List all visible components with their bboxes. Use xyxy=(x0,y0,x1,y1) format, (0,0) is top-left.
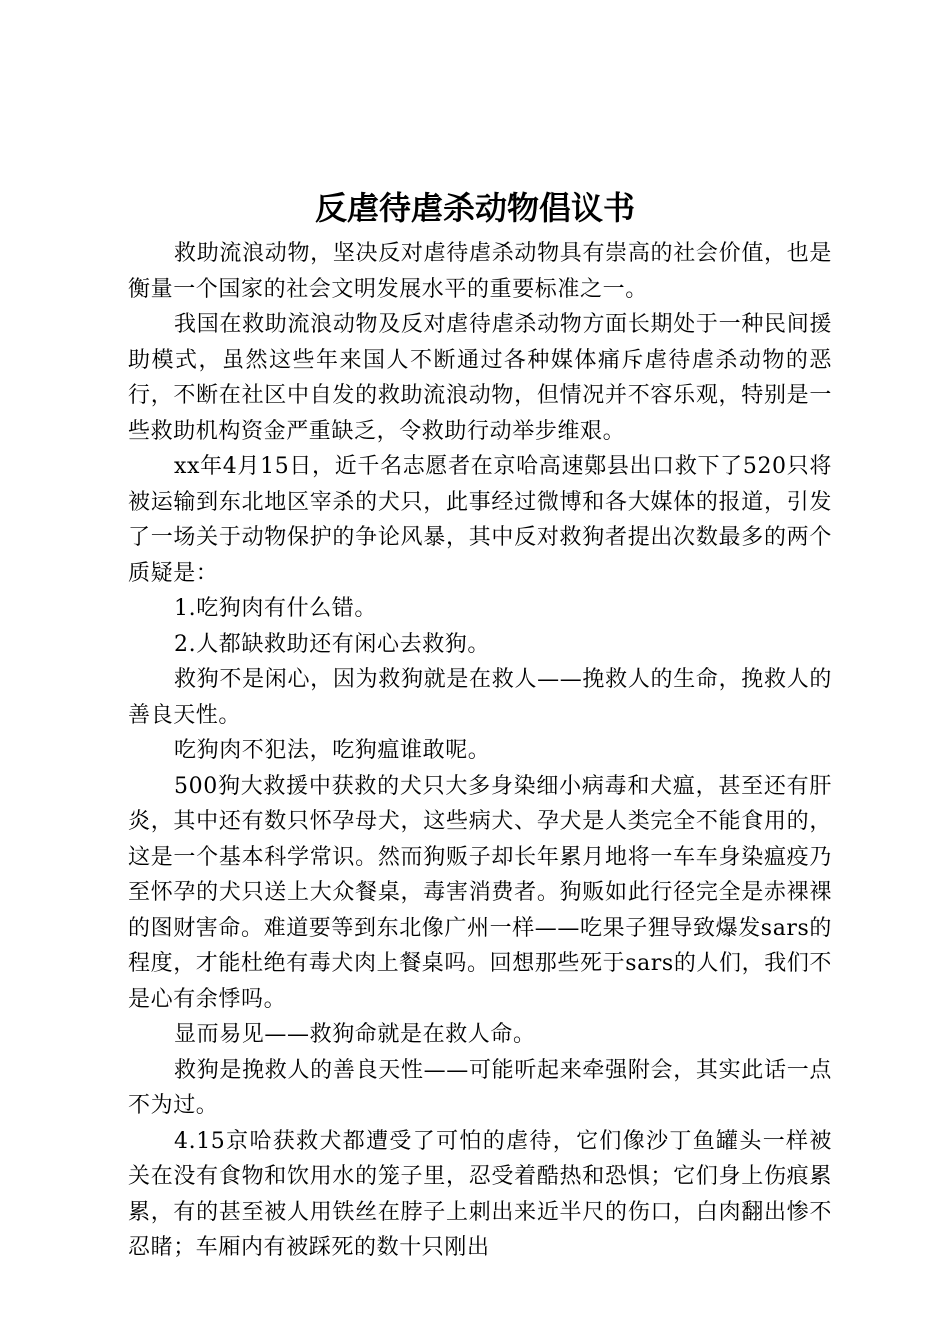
list-item: 1.吃狗肉有什么错。 xyxy=(174,596,377,621)
paragraph: 救狗不是闲心，因为救狗就是在救人——挽救人的生命，挽救人的善良天性。 xyxy=(128,667,832,728)
paragraph: 救狗是挽救人的善良天性——可能听起来牵强附会，其实此话一点不为过。 xyxy=(128,1057,832,1118)
paragraph: 救助流浪动物，坚决反对虐待虐杀动物具有崇高的社会价值，也是衡量一个国家的社会文明发展水平的重要标准之一。 xyxy=(128,241,832,302)
paragraph: 4.15京哈获救犬都遭受了可怕的虐待，它们像沙丁鱼罐头一样被关在没有食物和饮用水的笼子里，忍受着酷热和恐惧；它们身上伤痕累累，有的甚至被人用铁丝在脖子上刺出来近半尺的伤口，白肉翻出惨不忍睹；车厢内有被踩死的数十只刚出 xyxy=(128,1128,832,1260)
list-item: 2.人都缺救助还有闲心去救狗。 xyxy=(174,631,490,657)
document-title: 反虐待虐杀动物倡议书 xyxy=(314,189,635,227)
paragraph: 我国在救助流浪动物及反对虐待虐杀动物方面长期处于一种民间援助模式，虽然这些年来国人不断通过各种媒体痛斥虐待虐杀动物的恶行，不断在社区中自发的救助流浪动物，但情况并不容乐观，特别是一些救助机构资金严重缺乏，令救助行动举步维艰。 xyxy=(128,312,832,444)
paragraph: xx年4月15日，近千名志愿者在京哈高速鄚县出口救下了520只将被运输到东北地区宰杀的犬只，此事经过微博和各大媒体的报道，引发了一场关于动物保护的争论风暴，其中反对救狗者提出次数最多的两个质疑是： xyxy=(128,454,832,586)
document-body xyxy=(128,236,832,1266)
paragraph: 吃狗肉不犯法，吃狗瘟谁敢呢。 xyxy=(174,738,491,763)
paragraph: 显而易见——救狗命就是在救人命。 xyxy=(174,1022,536,1047)
paragraph: 500狗大救援中获救的犬只大多身染细小病毒和犬瘟，甚至还有肝炎，其中还有数只怀孕母犬，这些病犬、孕犬是人类完全不能食用的，这是一个基本科学常识。然而狗贩子却长年累月地将一车车身染瘟疫乃至怀孕的犬只送上大众餐桌，毒害消费者。狗贩如此行径完全是赤裸裸的图财害命。难道要等到东北像广州一样——吃果子狸导致爆发sars的程度，才能杜绝有毒犬肉上餐桌吗。回想那些死于sars的人们，我们不是心有余悸吗。 xyxy=(128,773,833,1012)
